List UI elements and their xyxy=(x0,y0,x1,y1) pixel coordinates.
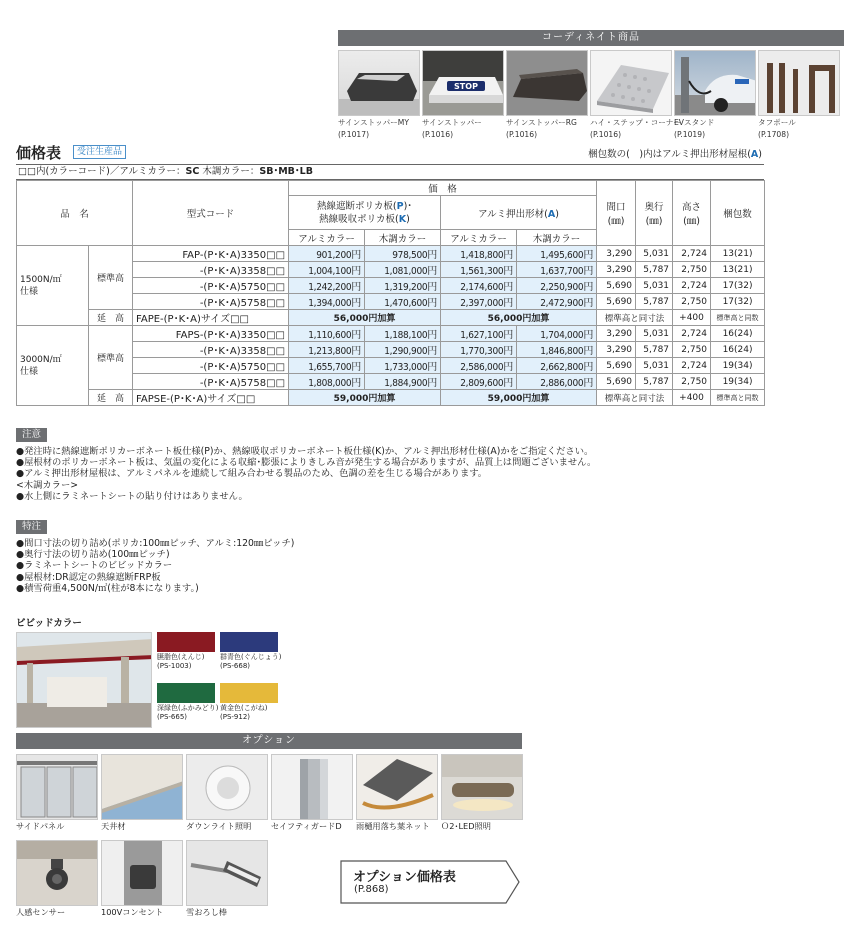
stop-sign-text: STOP xyxy=(454,82,478,91)
pack-count: 17(32) xyxy=(711,278,765,294)
extension-row xyxy=(17,310,765,326)
pack-count: 19(34) xyxy=(711,358,765,374)
depth-value: 5,031 xyxy=(636,358,673,374)
depth-value: 5,031 xyxy=(636,246,673,262)
swatch-code: (PS-668) xyxy=(220,662,251,670)
sign-stopper-photo xyxy=(422,50,504,116)
led-light-photo xyxy=(441,754,523,820)
option-price-link-page: (P.868) xyxy=(354,884,389,895)
option-item[interactable] xyxy=(16,840,98,918)
color-line-wood: SB･MB･LB xyxy=(259,166,313,177)
height-value: 2,724 xyxy=(673,278,711,294)
option-item[interactable] xyxy=(186,754,268,832)
note-line: ●アルミ押出形材屋根は、アルミパネルを連続して組み合わせる製品のため、色調の差を生じる場合があります。 xyxy=(16,468,488,480)
pack-count: 19(34) xyxy=(711,374,765,390)
header-row-1 xyxy=(17,181,765,196)
vivid-color-title: ビビッドカラー xyxy=(16,618,82,629)
coordinate-products-list xyxy=(338,50,844,140)
extension-price-poly: 56,000円加算 xyxy=(289,310,441,326)
pack-count: 17(32) xyxy=(711,294,765,310)
coordinate-item-name: サインストッパーRG xyxy=(506,118,577,127)
width-value: 5,690 xyxy=(597,358,636,374)
option-name: 雪おろし棒 xyxy=(186,907,227,917)
option-name: Ｏ2･LED照明 xyxy=(441,821,491,831)
swatch-code: (PS-912) xyxy=(220,713,251,721)
option-name: セイフティガードD xyxy=(271,821,342,831)
sign-stopper-my-photo xyxy=(338,50,420,116)
vivid-swatch[interactable] xyxy=(157,632,219,670)
coordinate-item-page: (P.1019) xyxy=(674,130,706,139)
standard-height-label: 標準高 xyxy=(89,326,133,390)
price-poly-alu: 1,808,000円 xyxy=(289,374,365,390)
option-name: サイドパネル xyxy=(16,821,65,831)
price-alu-wood: 2,250,900円 xyxy=(517,278,597,294)
coordinate-item-name: EVスタンド xyxy=(674,118,715,127)
model-code: -(P･K･A)5758□□ xyxy=(133,374,289,390)
depth-value: 5,787 xyxy=(636,342,673,358)
note-line: ●水上側にラミネートシートの貼り付けはありません。 xyxy=(16,490,248,502)
price-poly-alu: 1,110,600円 xyxy=(289,326,365,342)
option-name: 人感センサー xyxy=(16,907,66,917)
poly-key-p: P xyxy=(396,200,404,212)
color-line-pre: □□内(カラーコード)／アルミカラー： xyxy=(18,166,186,177)
price-poly-wood: 1,081,000円 xyxy=(365,262,441,278)
option-name: 雨樋用落ち葉ネット xyxy=(356,821,430,831)
snow-rake-photo xyxy=(186,840,268,906)
header-height xyxy=(673,181,711,246)
alu-label-2: ) xyxy=(555,208,559,220)
price-alu-wood: 1,846,800円 xyxy=(517,342,597,358)
coordinate-item-page: (P.1708) xyxy=(758,130,790,139)
price-alu-alu: 2,397,000円 xyxy=(441,294,517,310)
extension-price-alu: 56,000円加算 xyxy=(441,310,597,326)
depth-value: 5,787 xyxy=(636,294,673,310)
notes-list xyxy=(16,446,836,502)
price-poly-wood: 1,884,900円 xyxy=(365,374,441,390)
packing-note-key: A xyxy=(750,149,759,160)
extension-code: FAPE-(P･K･A)サイズ□□ xyxy=(133,310,289,326)
header-depth-label: 奥行 xyxy=(644,202,664,213)
special-line: ●屋根材:DR認定の熱線遮断FRP板 xyxy=(16,571,161,583)
model-code: FAPS-(P･K･A)3350□□ xyxy=(133,326,289,342)
packing-note-pre: 梱包数の( )内はアルミ押出形材屋根( xyxy=(588,149,751,160)
width-value: 3,290 xyxy=(597,326,636,342)
alu-label-1: アルミ押出形材( xyxy=(478,208,548,220)
header-poly-alu-color: アルミカラー xyxy=(289,230,365,246)
notes-tag: 注意 xyxy=(16,428,47,442)
width-value: 3,290 xyxy=(597,342,636,358)
tough-pole-photo xyxy=(758,50,840,116)
option-item[interactable] xyxy=(356,754,438,832)
model-code: -(P･K･A)5750□□ xyxy=(133,358,289,374)
special-line: ●ラミネートシートのビビッドカラー xyxy=(16,560,173,572)
model-code: FAP-(P･K･A)3350□□ xyxy=(133,246,289,262)
coordinate-item[interactable] xyxy=(422,50,504,140)
coordinate-item[interactable] xyxy=(338,50,420,140)
price-poly-wood: 1,319,200円 xyxy=(365,278,441,294)
price-alu-alu: 2,586,000円 xyxy=(441,358,517,374)
price-poly-alu: 1,242,200円 xyxy=(289,278,365,294)
coordinate-item[interactable] xyxy=(674,50,756,140)
coordinate-item-name: タフポール xyxy=(758,118,796,127)
swatch-color xyxy=(157,632,215,652)
poly-label-2: )･ xyxy=(403,200,413,212)
coordinate-item-name: サインストッパー xyxy=(422,118,482,127)
header-depth-unit: (㎜) xyxy=(645,216,663,227)
special-line: ●奥行寸法の切り詰め(100㎜ピッチ) xyxy=(16,549,170,561)
price-alu-wood: 2,472,900円 xyxy=(517,294,597,310)
spec-name: 1500N/㎡ 仕様 xyxy=(17,246,89,326)
option-item[interactable] xyxy=(441,754,523,832)
header-polycarbonate xyxy=(289,196,441,230)
header-poly-wood-color: 木調カラー xyxy=(365,230,441,246)
width-value: 5,690 xyxy=(597,278,636,294)
note-line: <木調カラー> xyxy=(16,479,79,491)
extension-price-alu: 59,000円加算 xyxy=(441,390,597,406)
coordinate-item-name: ハイ・ステップ・コーナー xyxy=(590,118,681,127)
option-name: 天井材 xyxy=(101,821,126,831)
height-value: 2,724 xyxy=(673,358,711,374)
pack-count: 13(21) xyxy=(711,246,765,262)
height-value: 2,750 xyxy=(673,374,711,390)
depth-value: 5,787 xyxy=(636,262,673,278)
note-line: ●屋根材のポリカーボネート板は、気温の変化による収縮･膨張によりきしみ音が発生する場合がありますが、品質上は問題ございません。 xyxy=(16,457,597,469)
model-code: -(P･K･A)5758□□ xyxy=(133,294,289,310)
depth-value: 5,031 xyxy=(636,278,673,294)
price-poly-alu: 1,655,700円 xyxy=(289,358,365,374)
extension-price-poly: 59,000円加算 xyxy=(289,390,441,406)
side-panel-photo xyxy=(16,754,98,820)
header-price: 価 格 xyxy=(289,181,597,196)
vivid-swatch[interactable] xyxy=(220,632,282,670)
swatch-code: (PS-1003) xyxy=(157,662,192,670)
price-alu-alu: 2,174,600円 xyxy=(441,278,517,294)
price-alu-alu: 1,627,100円 xyxy=(441,326,517,342)
options-row-2 xyxy=(16,840,268,918)
color-line-mid: 木調カラー： xyxy=(199,166,260,177)
height-value: 2,750 xyxy=(673,262,711,278)
height-value: 2,724 xyxy=(673,246,711,262)
sign-stopper-rg-photo xyxy=(506,50,588,116)
poly-label-1: 熱線遮断ポリカ板( xyxy=(316,200,397,212)
special-order-tag: 特注 xyxy=(16,520,47,534)
price-alu-wood: 1,637,700円 xyxy=(517,262,597,278)
header-code: 型式コード xyxy=(133,181,289,246)
extension-row xyxy=(17,390,765,406)
packing-note xyxy=(588,146,762,160)
special-line: ●間口寸法の切り詰め(ポリカ:100㎜ピッチ、アルミ:120㎜ピッチ) xyxy=(16,538,295,549)
vivid-swatch[interactable] xyxy=(220,683,282,721)
coordinate-item-page: (P.1017) xyxy=(338,130,370,139)
spec-name: 3000N/㎡ 仕様 xyxy=(17,326,89,406)
made-to-order-badge: 受注生産品 xyxy=(73,145,126,159)
option-item[interactable] xyxy=(16,754,98,832)
coordinate-products-heading: コーディネイト商品 xyxy=(338,30,844,46)
depth-value: 5,031 xyxy=(636,326,673,342)
option-item[interactable] xyxy=(271,754,353,832)
special-line: ●積雪荷重4,500N/㎡(柱が8本になります。) xyxy=(16,582,199,594)
price-table xyxy=(16,180,765,406)
coordinate-item-page: (P.1016) xyxy=(422,130,454,139)
note-line: ●発注時に熱線遮断ポリカーボネート板仕様(P)か、熱線吸収ポリカーボネート板仕様(K)か、アルミ押出形材仕様(A)かをご指定ください。 xyxy=(16,446,594,457)
header-depth xyxy=(636,181,673,246)
price-row xyxy=(17,326,765,342)
width-value: 5,690 xyxy=(597,294,636,310)
extension-pack: 標準高と同数 xyxy=(711,390,765,406)
extension-width-depth: 標準高と同寸法 xyxy=(597,310,673,326)
swatch-code: (PS-665) xyxy=(157,713,188,721)
header-aluminum xyxy=(441,196,597,230)
price-alu-wood: 2,662,800円 xyxy=(517,358,597,374)
poly-label-3: 熱線吸収ポリカ板( xyxy=(319,213,399,225)
price-poly-alu: 1,004,100円 xyxy=(289,262,365,278)
options-row-1 xyxy=(16,754,523,832)
ev-stand-photo xyxy=(674,50,756,116)
pack-count: 16(24) xyxy=(711,326,765,342)
header-height-unit: (㎜) xyxy=(683,216,700,227)
model-code: -(P･K･A)3358□□ xyxy=(133,342,289,358)
extension-width-depth: 標準高と同寸法 xyxy=(597,390,673,406)
option-item[interactable] xyxy=(101,754,183,832)
extension-height: +400 xyxy=(673,390,711,406)
header-width xyxy=(597,181,636,246)
price-alu-alu: 1,770,300円 xyxy=(441,342,517,358)
price-title-row xyxy=(16,142,844,162)
carport-photo xyxy=(16,632,152,728)
price-poly-alu: 1,394,000円 xyxy=(289,294,365,310)
ceiling-material-photo xyxy=(101,754,183,820)
price-alu-alu: 1,418,800円 xyxy=(441,246,517,262)
height-value: 2,750 xyxy=(673,342,711,358)
depth-value: 5,787 xyxy=(636,374,673,390)
header-width-unit: (㎜) xyxy=(607,216,625,227)
model-code: -(P･K･A)5750□□ xyxy=(133,278,289,294)
extension-height: +400 xyxy=(673,310,711,326)
height-value: 2,724 xyxy=(673,326,711,342)
price-poly-wood: 1,188,100円 xyxy=(365,326,441,342)
vivid-swatch[interactable] xyxy=(157,683,219,721)
pack-count: 16(24) xyxy=(711,342,765,358)
width-value: 5,690 xyxy=(597,374,636,390)
safety-guard-photo xyxy=(271,754,353,820)
header-height-label: 高さ xyxy=(682,202,702,213)
extension-code: FAPSE-(P･K･A)サイズ□□ xyxy=(133,390,289,406)
height-value: 2,750 xyxy=(673,294,711,310)
special-order-list xyxy=(16,538,836,594)
extension-pack: 標準高と同数 xyxy=(711,310,765,326)
option-name: 100Vコンセント xyxy=(101,907,164,917)
color-line-alu: SC xyxy=(185,166,200,177)
price-alu-wood: 1,495,600円 xyxy=(517,246,597,262)
price-poly-wood: 1,290,900円 xyxy=(365,342,441,358)
option-price-link-title: オプション価格表 xyxy=(353,870,456,885)
poly-label-4: ) xyxy=(406,213,410,225)
swatch-name: 群青色(ぐんじょう) xyxy=(220,653,282,661)
width-value: 3,290 xyxy=(597,262,636,278)
swatch-name: 黄金色(こがね) xyxy=(220,704,268,712)
poly-key-k: K xyxy=(398,213,407,225)
outlet-photo xyxy=(101,840,183,906)
swatch-color xyxy=(157,683,215,703)
extension-label: 延 高 xyxy=(89,390,133,406)
extension-label: 延 高 xyxy=(89,310,133,326)
coordinate-item[interactable] xyxy=(506,50,588,140)
price-poly-wood: 1,470,600円 xyxy=(365,294,441,310)
price-row xyxy=(17,246,765,262)
coordinate-item[interactable] xyxy=(590,50,681,140)
header-width-label: 間口 xyxy=(606,202,626,213)
option-item[interactable] xyxy=(186,840,268,918)
header-alu-wood-color: 木調カラー xyxy=(517,230,597,246)
price-alu-alu: 2,809,600円 xyxy=(441,374,517,390)
downlight-photo xyxy=(186,754,268,820)
coordinate-item-page: (P.1016) xyxy=(506,130,538,139)
swatch-color xyxy=(220,683,278,703)
coordinate-item[interactable] xyxy=(758,50,840,140)
price-alu-alu: 1,561,300円 xyxy=(441,262,517,278)
swatch-name: 臙脂色(えんじ) xyxy=(157,653,205,661)
price-poly-wood: 1,733,000円 xyxy=(365,358,441,374)
width-value: 3,290 xyxy=(597,246,636,262)
price-title: 価格表 xyxy=(16,144,62,162)
header-alu-alu-color: アルミカラー xyxy=(441,230,517,246)
price-poly-wood: 978,500円 xyxy=(365,246,441,262)
option-item[interactable] xyxy=(101,840,183,918)
price-alu-wood: 1,704,000円 xyxy=(517,326,597,342)
header-name: 品 名 xyxy=(17,181,133,246)
motion-sensor-photo xyxy=(16,840,98,906)
standard-height-label: 標準高 xyxy=(89,246,133,310)
high-step-corner-photo xyxy=(590,50,672,116)
options-heading: オプション xyxy=(16,733,522,749)
swatch-color xyxy=(220,632,278,652)
price-poly-alu: 1,213,800円 xyxy=(289,342,365,358)
pack-count: 13(21) xyxy=(711,262,765,278)
price-groups xyxy=(17,246,765,406)
color-code-line xyxy=(16,164,764,180)
alu-key-a: A xyxy=(547,208,556,220)
price-poly-alu: 901,200円 xyxy=(289,246,365,262)
swatch-name: 深緑色(ふかみどり) xyxy=(157,704,219,712)
coordinate-item-page: (P.1016) xyxy=(590,130,622,139)
gutter-leaf-net-photo xyxy=(356,754,438,820)
option-price-link[interactable] xyxy=(340,860,520,904)
model-code: -(P･K･A)3358□□ xyxy=(133,262,289,278)
header-pack: 梱包数 xyxy=(711,181,765,246)
packing-note-post: ) xyxy=(758,149,762,160)
price-alu-wood: 2,886,000円 xyxy=(517,374,597,390)
option-name: ダウンライト照明 xyxy=(186,821,252,831)
coordinate-item-name: サインストッパーMY xyxy=(338,118,409,127)
